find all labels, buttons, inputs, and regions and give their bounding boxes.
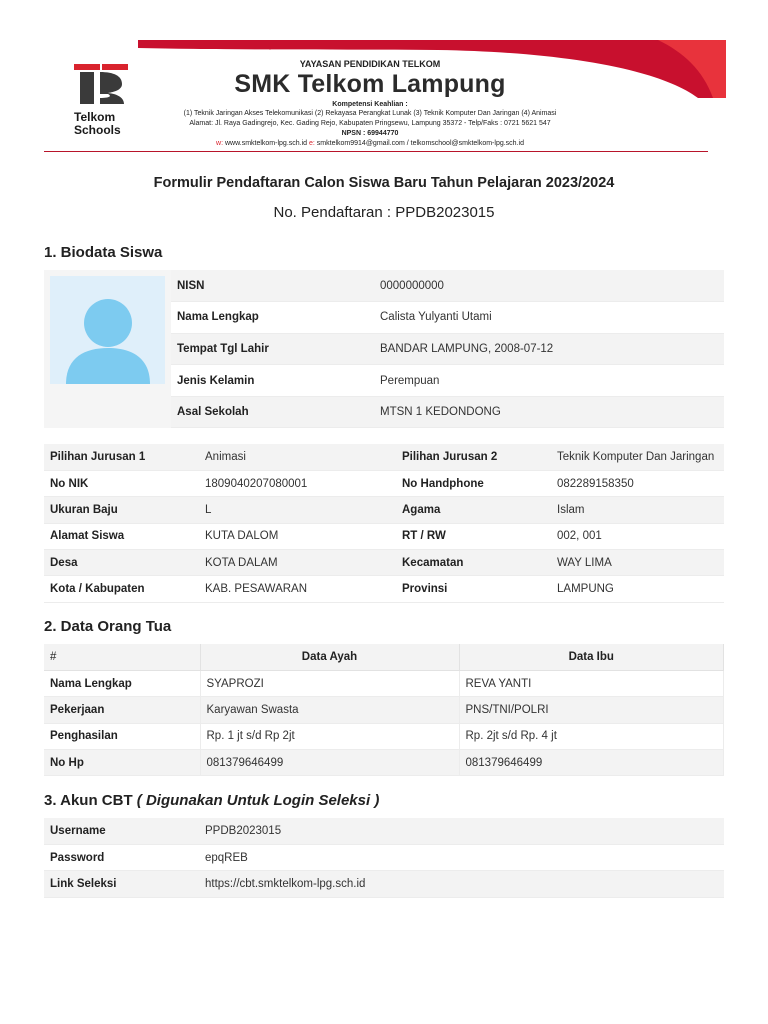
table-row: [44, 523, 724, 549]
table-header-row: [44, 644, 724, 670]
field-value: 0000000000: [374, 270, 724, 302]
field-label: No Handphone: [396, 470, 551, 496]
field-label: Penghasilan: [44, 723, 200, 749]
field-value: KUTA DALOM: [199, 523, 396, 549]
field-value: 002, 001: [551, 523, 724, 549]
student-info-table: [44, 444, 724, 603]
table-row: [44, 444, 724, 470]
column-header: Data Ayah: [200, 644, 459, 670]
web-prefix: w:: [216, 140, 224, 147]
field-label: Kota / Kabupaten: [44, 576, 199, 602]
website-link[interactable]: www.smktelkom-lpg.sch.id: [224, 140, 308, 147]
field-value: WAY LIMA: [551, 550, 724, 576]
table-row: [171, 396, 724, 428]
letterhead-divider: [44, 151, 708, 152]
table-row: [171, 270, 724, 302]
competency-list: (1) Teknik Jaringan Akses Telekomunikasi (2) Rekayasa Perangkat Lunak (3) Teknik Komputer Dan Jaringan (4) Animasi: [183, 110, 557, 117]
field-label: Tempat Tgl Lahir: [171, 333, 374, 365]
field-label: Desa: [44, 550, 199, 576]
section-title-parents: 2. Data Orang Tua: [44, 618, 172, 635]
father-value: SYAPROZI: [200, 670, 459, 696]
field-label: Asal Sekolah: [171, 396, 374, 428]
field-label: Pilihan Jurusan 2: [396, 444, 551, 470]
registration-label: No. Pendaftaran :: [273, 204, 392, 221]
section-title-cbt: [44, 792, 379, 809]
table-row: [44, 818, 724, 844]
form-title: Formulir Pendaftaran Calon Siswa Baru Tahun Pelajaran 2023/2024: [153, 175, 615, 191]
mother-value: Rp. 2jt s/d Rp. 4 jt: [459, 723, 724, 749]
table-row: [44, 697, 724, 723]
cbt-note: ( Digunakan Untuk Login Seleksi ): [136, 792, 380, 809]
email-link[interactable]: smktelkom9914@gmail.com / telkomschool@smktelkom-lpg.sch.id: [316, 140, 524, 147]
field-label: Provinsi: [396, 576, 551, 602]
competency-title: Kompetensi Keahlian :: [332, 101, 408, 108]
password-value: epqREB: [199, 844, 724, 870]
field-label: Ukuran Baju: [44, 497, 199, 523]
foundation-name: YAYASAN PENDIDIKAN TELKOM: [299, 59, 441, 69]
field-label: Username: [44, 818, 199, 844]
mother-value: REVA YANTI: [459, 670, 724, 696]
field-label: Kecamatan: [396, 550, 551, 576]
table-row: [171, 302, 724, 334]
field-value: KOTA DALAM: [199, 550, 396, 576]
table-row: [44, 723, 724, 749]
student-photo-frame: [44, 270, 171, 428]
field-value: MTSN 1 KEDONDONG: [374, 396, 724, 428]
field-label: Nama Lengkap: [171, 302, 374, 334]
registration-value: PPDB2023015: [395, 204, 495, 221]
selection-link[interactable]: https://cbt.smktelkom-lpg.sch.id: [199, 871, 724, 897]
table-row: [44, 470, 724, 496]
parents-table: [44, 644, 724, 776]
section-title-biodata: 1. Biodata Siswa: [44, 244, 163, 261]
field-label: Password: [44, 844, 199, 870]
field-label: Pekerjaan: [44, 697, 200, 723]
biodata-table: [171, 270, 724, 428]
letterhead-text: [150, 58, 590, 149]
field-label: RT / RW: [396, 523, 551, 549]
field-value: KAB. PESAWARAN: [199, 576, 396, 602]
field-label: Agama: [396, 497, 551, 523]
field-value: LAMPUNG: [551, 576, 724, 602]
table-row: [44, 550, 724, 576]
field-value: Teknik Komputer Dan Jaringan: [551, 444, 724, 470]
field-label: Alamat Siswa: [44, 523, 199, 549]
email-prefix: e:: [309, 140, 315, 147]
field-value: Animasi: [199, 444, 396, 470]
letterhead: [0, 0, 768, 160]
column-header: #: [44, 644, 200, 670]
field-value: 082289158350: [551, 470, 724, 496]
logo-text-schools: Schools: [74, 123, 121, 137]
mother-value: PNS/TNI/POLRI: [459, 697, 724, 723]
mother-value: 081379646499: [459, 750, 724, 776]
field-value: Calista Yulyanti Utami: [374, 302, 724, 334]
field-label: No Hp: [44, 750, 200, 776]
field-value: BANDAR LAMPUNG, 2008-07-12: [374, 333, 724, 365]
field-label: No NIK: [44, 470, 199, 496]
father-value: Rp. 1 jt s/d Rp 2jt: [200, 723, 459, 749]
field-value: L: [199, 497, 396, 523]
father-value: Karyawan Swasta: [200, 697, 459, 723]
field-label: Link Seleksi: [44, 871, 199, 897]
field-value: Perempuan: [374, 365, 724, 397]
column-header: Data Ibu: [459, 644, 724, 670]
table-row: [171, 365, 724, 397]
table-row: [44, 670, 724, 696]
field-value: 1809040207080001: [199, 470, 396, 496]
school-npsn: NPSN : 69944770: [341, 130, 399, 137]
table-row: [171, 333, 724, 365]
table-row: [44, 750, 724, 776]
contact-line: [150, 139, 590, 149]
school-address: Alamat: Jl. Raya Gadingrejo, Kec. Gading Rejo, Kabupaten Pringsewu, Lampung 35372 - Telp/Faks : 0721 5621 547: [189, 120, 551, 127]
table-row: [44, 497, 724, 523]
field-label: NISN: [171, 270, 374, 302]
father-value: 081379646499: [200, 750, 459, 776]
username-value: PPDB2023015: [199, 818, 724, 844]
field-label: Nama Lengkap: [44, 670, 200, 696]
field-label: Jenis Kelamin: [171, 365, 374, 397]
table-row: [44, 871, 724, 897]
field-value: Islam: [551, 497, 724, 523]
field-label: Pilihan Jurusan 1: [44, 444, 199, 470]
cbt-title: 3. Akun CBT: [44, 792, 133, 809]
cbt-account-table: [44, 818, 724, 898]
user-avatar-icon: [50, 276, 165, 384]
table-row: [44, 576, 724, 602]
registration-number: [0, 204, 768, 221]
logo-text-telkom: Telkom: [74, 110, 116, 124]
school-name: SMK Telkom Lampung: [234, 70, 506, 98]
table-row: [44, 844, 724, 870]
